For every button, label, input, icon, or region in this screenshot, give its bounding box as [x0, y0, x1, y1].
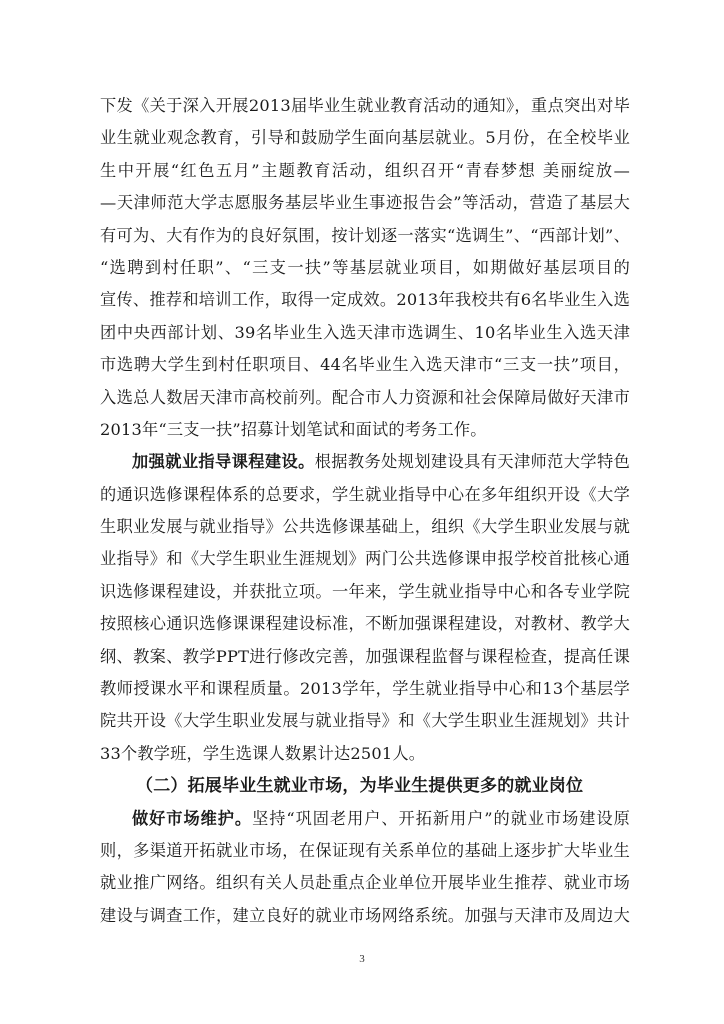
paragraph-1-line: 团中央西部计划、39名毕业生入选天津市选调生、10名毕业生入选天津: [100, 322, 630, 342]
paragraph-2-line: 按照核心通识选修课课程建设标准，不断加强课程建设，对教材、教学大: [100, 614, 630, 634]
paragraph-2-line: 纲、教案、教学PPT进行修改完善，加强课程监督与课程检查，提高任课: [100, 646, 630, 666]
paragraph-2-first-rest: 根据教务处规划建设具有天津师范大学特色: [314, 452, 630, 472]
paragraph-1-line: —天津师范大学志愿服务基层毕业生事迹报告会”等活动，营造了基层大: [100, 193, 630, 213]
paragraph-1-line: 宣传、推荐和培训工作，取得一定成效。2013年我校共有6名毕业生入选: [100, 290, 630, 310]
paragraph-3-line: 就业推广网络。组织有关人员赴重点企业单位开展毕业生推荐、就业市场: [100, 873, 630, 893]
paragraph-3-first-line: [100, 803, 630, 835]
section-heading: （二）拓展毕业生就业市场，为毕业生提供更多的就业岗位: [136, 776, 584, 797]
paragraph-3-first-rest: 坚持“巩固老用户、开拓新用户”的就业市场建设原: [252, 808, 630, 828]
document-body: [100, 90, 630, 932]
paragraph-2-line: 的通识选修课程体系的总要求，学生就业指导中心在多年组织开设《大学: [100, 484, 630, 504]
paragraph-1-line: 生中开展“红色五月”主题教育活动，组织召开“青春梦想 美丽绽放—: [100, 160, 630, 180]
paragraph-1-line: 下发《关于深入开展2013届毕业生就业教育活动的通知》，重点突出对毕: [100, 96, 630, 115]
paragraph-1-line: 2013年“三支一扶”招募计划笔试和面试的考务工作。: [100, 419, 487, 439]
paragraph-2-line: 生职业发展与就业指导》公共选修课基础上，组织《大学生职业发展与就: [100, 517, 630, 537]
paragraph-1-line: 入选总人数居天津市高校前列。配合市人力资源和社会保障局做好天津市: [100, 387, 630, 407]
paragraph-3-lead: 做好市场维护。: [132, 808, 253, 828]
paragraph-2-lead: 加强就业指导课程建设。: [132, 452, 315, 472]
paragraph-2-line: 识选修课程建设，并获批立项。一年来，学生就业指导中心和各专业学院: [100, 581, 630, 601]
paragraph-3-line: 则，多渠道开拓就业市场，在保证现有关系单位的基础上逐步扩大毕业生: [100, 840, 630, 860]
paragraph-1-line: 有可为、大有作为的良好氛围，按计划逐一落实“选调生”、“西部计划”、: [100, 225, 630, 245]
paragraph-1-line: 市选聘大学生到村任职项目、44名毕业生入选天津市“三支一扶”项目，: [100, 355, 630, 375]
paragraph-1-line: “选聘到村任职”、“三支一扶”等基层就业项目，如期做好基层项目的: [100, 257, 630, 277]
paragraph-3-line: 建设与调查工作，建立良好的就业市场网络系统。加强与天津市及周边大: [100, 905, 630, 925]
page-number: 3: [359, 953, 365, 965]
paragraph-2-first-line: [100, 446, 630, 478]
paragraph-2-line: 业指导》和《大学生职业生涯规划》两门公共选修课申报学校首批核心通: [100, 549, 630, 569]
paragraph-2-line: 33个教学班，学生选课人数累计达2501人。: [100, 743, 426, 763]
paragraph-1-line: 业生就业观念教育，引导和鼓励学生面向基层就业。5月份，在全校毕业: [100, 128, 630, 148]
paragraph-2-line: 院共开设《大学生职业发展与就业指导》和《大学生职业生涯规划》共计: [100, 711, 630, 731]
paragraph-2-line: 教师授课水平和课程质量。2013学年，学生就业指导中心和13个基层学: [100, 679, 630, 699]
